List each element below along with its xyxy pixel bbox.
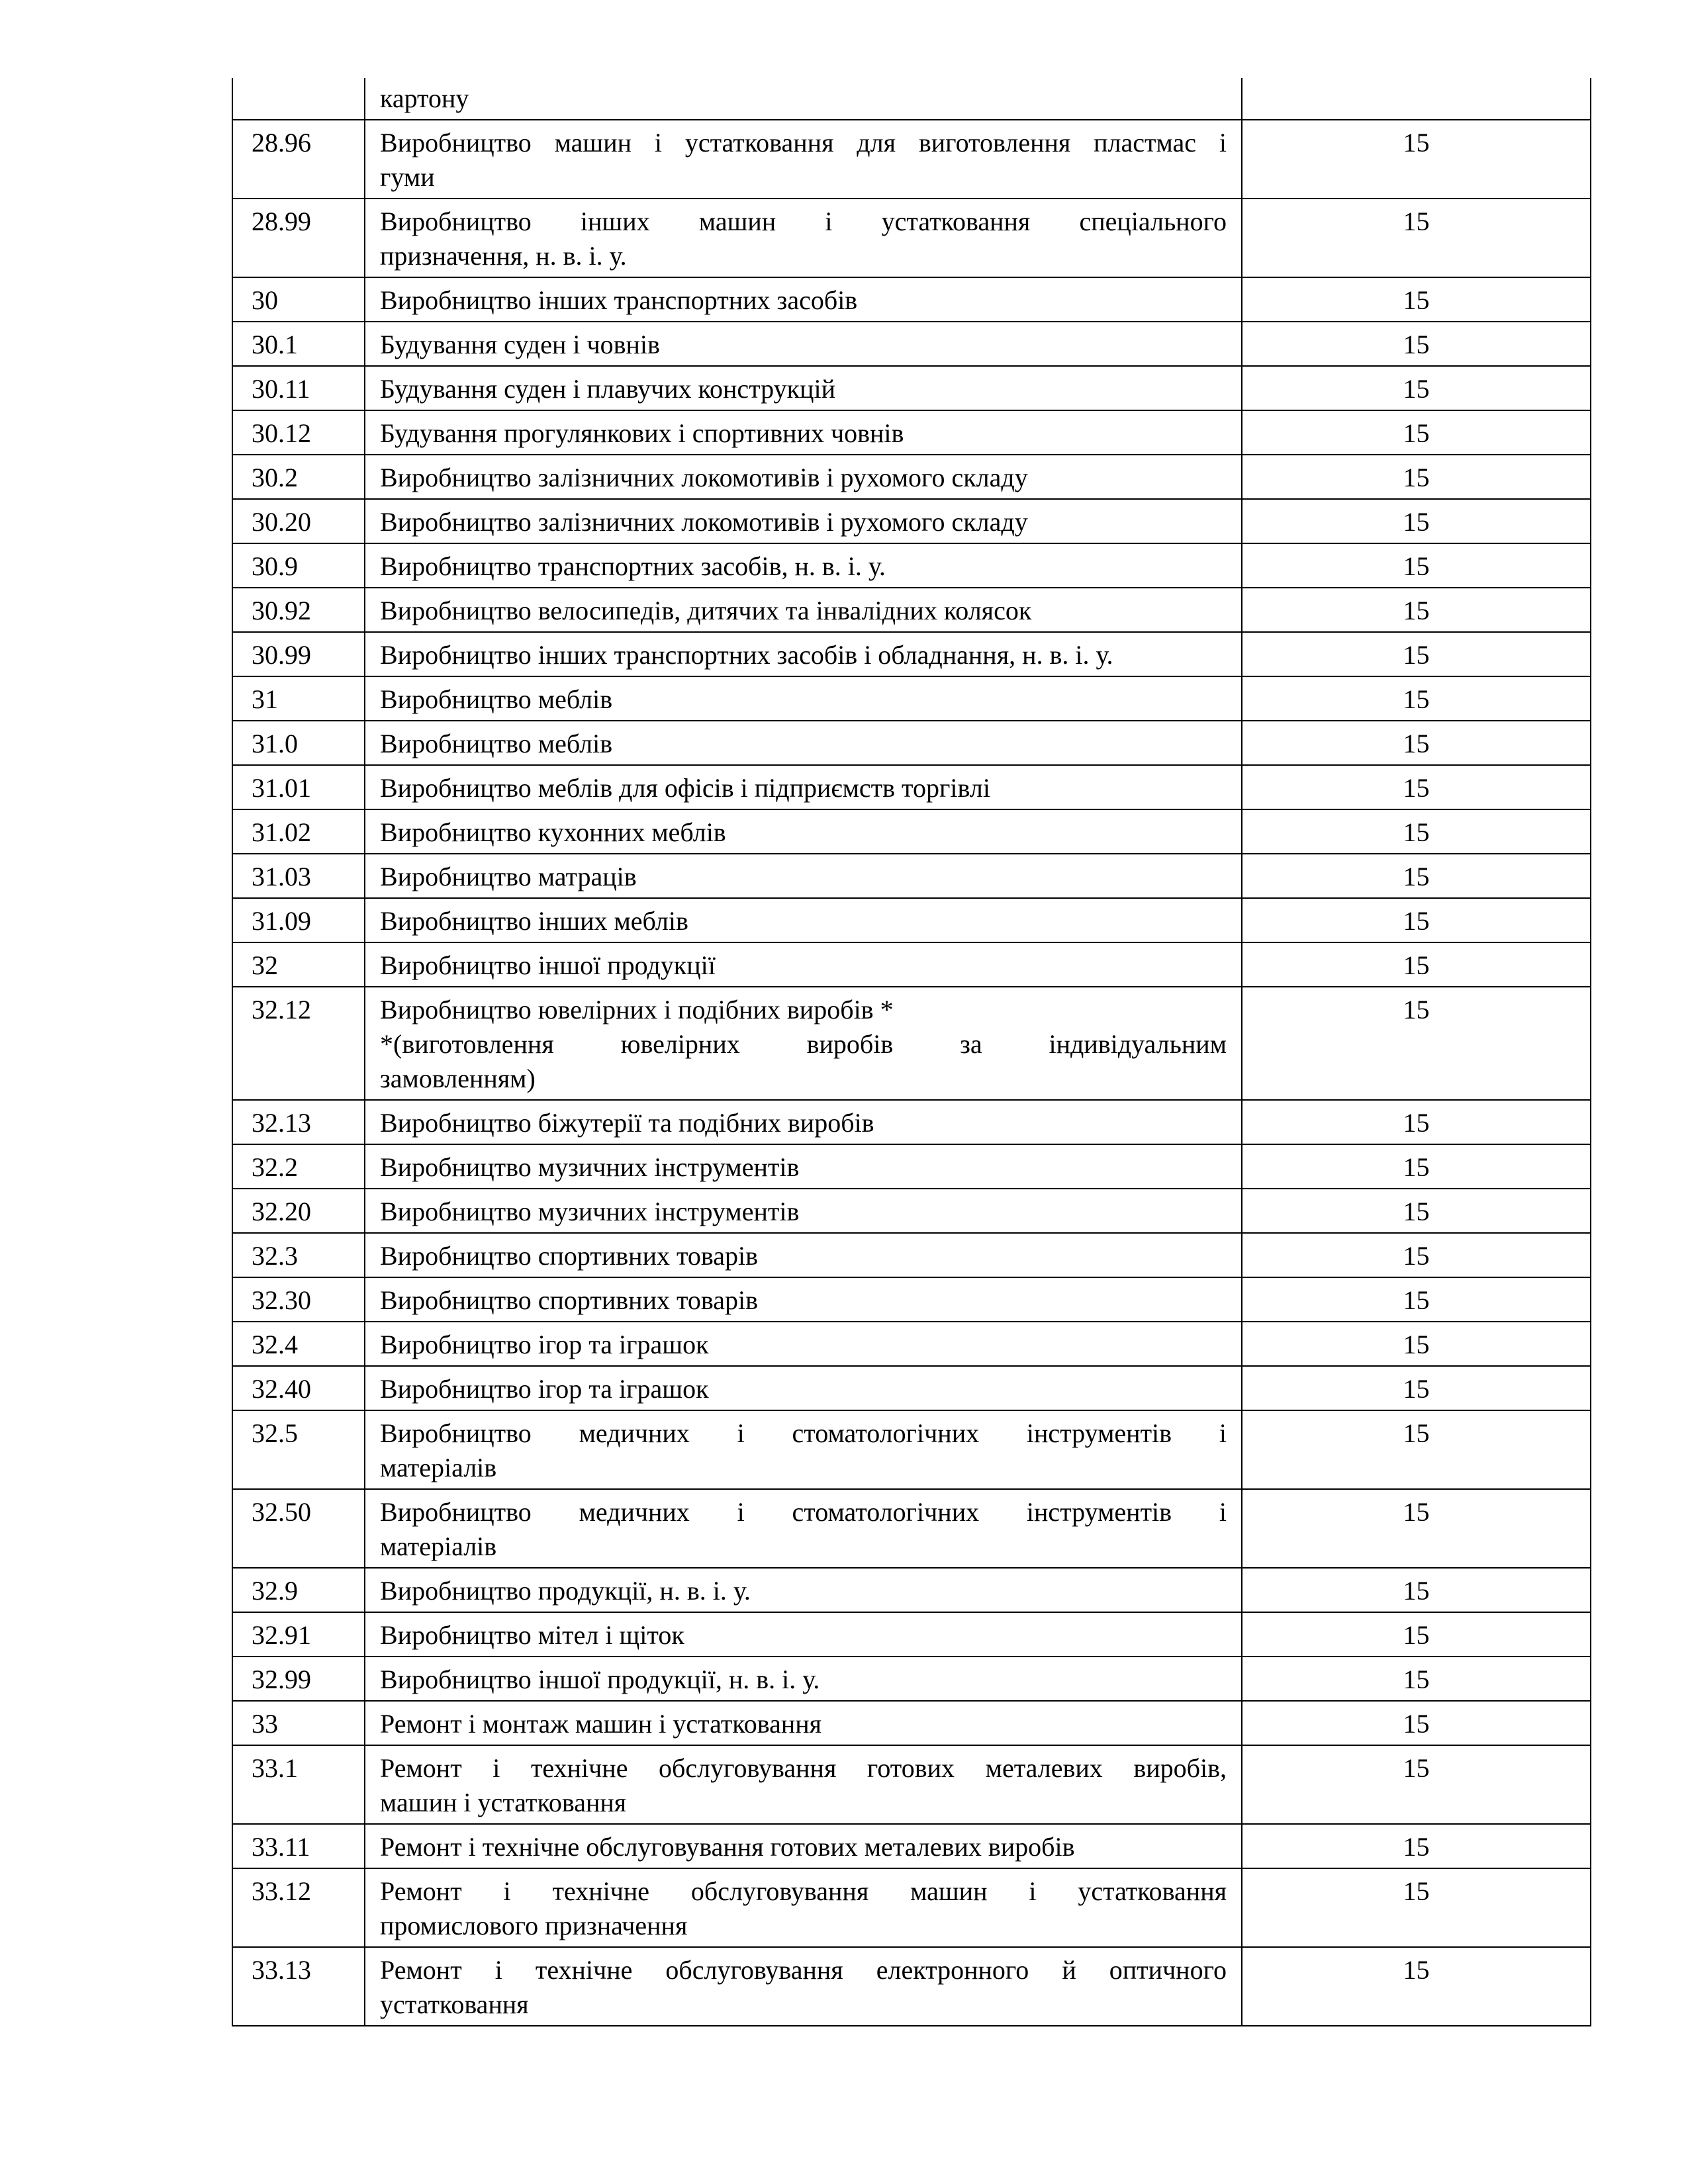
table-row [232, 410, 1591, 455]
table-row [232, 1701, 1591, 1745]
activity-code-cell: 30.20 [232, 499, 365, 543]
table-row [232, 854, 1591, 898]
rate-value-cell: 15 [1242, 1322, 1591, 1366]
rate-value-cell: 15 [1242, 765, 1591, 809]
rate-value-cell: 15 [1242, 1144, 1591, 1189]
activity-name-line: Виробництво велосипедів, дитячих та інвалідних колясок [380, 596, 1032, 625]
activity-name-cell [365, 1947, 1242, 2026]
table-body [232, 78, 1591, 2026]
activity-code-cell: 33.11 [232, 1824, 365, 1868]
activity-name-line: картону [380, 83, 469, 113]
rate-value-cell: 15 [1242, 632, 1591, 676]
activity-name-line: Виробництво залізничних локомотивів і рухомого складу [380, 463, 1028, 492]
activity-code-cell: 32.50 [232, 1489, 365, 1568]
activity-name-line: Будування суден і плавучих конструкцій [380, 374, 835, 404]
activity-name-line: Виробництво кухонних меблів [380, 817, 726, 847]
table-row [232, 809, 1591, 854]
rate-value-cell: 15 [1242, 366, 1591, 410]
activity-name-line: Виробництво медичних і стоматологічних інструментів і [380, 1497, 1227, 1527]
activity-name-line: Виробництво музичних інструментів [380, 1152, 800, 1182]
activity-code-cell: 31.01 [232, 765, 365, 809]
table-row [232, 1144, 1591, 1189]
activity-name-cell [365, 676, 1242, 721]
activity-name-cell [365, 1824, 1242, 1868]
table-row [232, 898, 1591, 942]
activity-code-cell: 30.11 [232, 366, 365, 410]
activity-code-cell: 31.03 [232, 854, 365, 898]
activity-name-line: Виробництво мітел і щіток [380, 1620, 684, 1650]
activity-name-line: Виробництво машин і устатковання для виготовлення пластмас і [380, 128, 1227, 158]
rate-value-cell: 15 [1242, 854, 1591, 898]
table-row [232, 942, 1591, 987]
activity-name-line: Виробництво іншої продукції, н. в. і. у. [380, 1664, 820, 1694]
table-row [232, 1366, 1591, 1410]
activity-name-line: Ремонт і технічне обслуговування машин і устатковання [380, 1876, 1227, 1906]
activity-codes-table [232, 78, 1591, 2026]
rate-value-cell: 15 [1242, 898, 1591, 942]
rate-value-cell: 15 [1242, 1868, 1591, 1947]
rate-value-cell: 15 [1242, 809, 1591, 854]
activity-name-cell [365, 588, 1242, 632]
table-row [232, 765, 1591, 809]
rate-value-cell: 15 [1242, 1100, 1591, 1144]
activity-name-cell [365, 277, 1242, 322]
activity-name-cell [365, 543, 1242, 588]
table-row [232, 987, 1591, 1100]
activity-name-cell [365, 1189, 1242, 1233]
activity-name-line: Виробництво інших транспортних засобів [380, 285, 858, 315]
activity-name-cell [365, 987, 1242, 1100]
table-row [232, 676, 1591, 721]
activity-name-cell [365, 199, 1242, 277]
activity-code-cell: 28.96 [232, 120, 365, 199]
rate-value-cell: 15 [1242, 1568, 1591, 1612]
activity-name-line: Виробництво біжутерії та подібних виробів [380, 1108, 874, 1138]
table-row [232, 721, 1591, 765]
activity-name-cell [365, 1144, 1242, 1189]
activity-code-cell: 32.30 [232, 1277, 365, 1322]
table-row [232, 543, 1591, 588]
activity-name-line: Ремонт і монтаж машин і устатковання [380, 1709, 822, 1739]
activity-name-line: Виробництво продукції, н. в. і. у. [380, 1576, 751, 1606]
table-row [232, 322, 1591, 366]
activity-name-line: Виробництво матраців [380, 862, 637, 891]
activity-name-line: матеріалів [380, 1453, 497, 1482]
rate-value-cell: 15 [1242, 1701, 1591, 1745]
rate-value-cell: 15 [1242, 1657, 1591, 1701]
activity-name-line: Виробництво інших транспортних засобів і обладнання, н. в. і. у. [380, 640, 1113, 670]
activity-code-cell: 30 [232, 277, 365, 322]
table-row [232, 455, 1591, 499]
activity-code-cell: 32.40 [232, 1366, 365, 1410]
table-row [232, 366, 1591, 410]
activity-name-line: матеріалів [380, 1531, 497, 1561]
activity-name-line: Ремонт і технічне обслуговування готових металевих виробів, [380, 1753, 1227, 1783]
activity-name-cell [365, 1612, 1242, 1657]
activity-code-cell: 28.99 [232, 199, 365, 277]
activity-name-line: машин і устатковання [380, 1788, 627, 1817]
activity-name-line: Будування суден і човнів [380, 330, 660, 359]
table-row [232, 277, 1591, 322]
activity-name-line: Виробництво ювелірних і подібних виробів * [380, 995, 894, 1024]
activity-name-line: Виробництво спортивних товарів [380, 1285, 759, 1315]
activity-code-cell: 30.2 [232, 455, 365, 499]
rate-value-cell: 15 [1242, 1410, 1591, 1489]
table-row [232, 120, 1591, 199]
rate-value-cell: 15 [1242, 277, 1591, 322]
activity-name-line: призначення, н. в. і. у. [380, 241, 627, 271]
activity-name-line: гуми [380, 162, 435, 192]
activity-code-cell: 32.99 [232, 1657, 365, 1701]
activity-name-cell [365, 1868, 1242, 1947]
activity-name-line: Виробництво меблів [380, 684, 613, 714]
activity-name-cell [365, 632, 1242, 676]
activity-name-cell [365, 78, 1242, 120]
activity-code-cell: 32.12 [232, 987, 365, 1100]
activity-name-cell [365, 1745, 1242, 1824]
table-row [232, 1277, 1591, 1322]
activity-name-line: устатковання [380, 1989, 529, 2019]
table-row [232, 1322, 1591, 1366]
activity-code-cell: 32.13 [232, 1100, 365, 1144]
rate-value-cell [1242, 78, 1591, 120]
activity-name-line: Виробництво інших меблів [380, 906, 688, 936]
activity-code-cell: 32.5 [232, 1410, 365, 1489]
table-row [232, 1410, 1591, 1489]
activity-code-cell: 32.3 [232, 1233, 365, 1277]
table-row [232, 499, 1591, 543]
activity-code-cell: 30.99 [232, 632, 365, 676]
rate-value-cell: 15 [1242, 499, 1591, 543]
table-row [232, 1489, 1591, 1568]
table-row [232, 1189, 1591, 1233]
rate-value-cell: 15 [1242, 942, 1591, 987]
activity-name-line: Виробництво транспортних засобів, н. в. і. у. [380, 551, 886, 581]
rate-value-cell: 15 [1242, 1277, 1591, 1322]
activity-name-cell [365, 854, 1242, 898]
activity-code-cell: 32.9 [232, 1568, 365, 1612]
activity-name-line: Виробництво меблів для офісів і підприємств торгівлі [380, 773, 990, 803]
activity-code-cell: 31.0 [232, 721, 365, 765]
activity-name-line: Виробництво меблів [380, 729, 613, 758]
activity-name-cell [365, 898, 1242, 942]
rate-value-cell: 15 [1242, 676, 1591, 721]
activity-code-cell: 30.12 [232, 410, 365, 455]
rate-value-cell: 15 [1242, 1489, 1591, 1568]
activity-name-line: Ремонт і технічне обслуговування готових металевих виробів [380, 1832, 1075, 1862]
table-row [232, 1657, 1591, 1701]
table-row [232, 588, 1591, 632]
activity-code-cell: 32 [232, 942, 365, 987]
table-row [232, 1100, 1591, 1144]
rate-value-cell: 15 [1242, 1189, 1591, 1233]
activity-name-line: промислового призначення [380, 1911, 688, 1940]
activity-name-line: Виробництво ігор та іграшок [380, 1374, 709, 1404]
table-row [232, 1947, 1591, 2026]
activity-name-cell [365, 721, 1242, 765]
table-row [232, 1568, 1591, 1612]
activity-name-line: Виробництво інших машин і устатковання спеціального [380, 206, 1227, 236]
activity-name-cell [365, 1657, 1242, 1701]
activity-name-cell [365, 1277, 1242, 1322]
activity-name-cell [365, 366, 1242, 410]
activity-name-cell [365, 942, 1242, 987]
activity-name-cell [365, 1100, 1242, 1144]
activity-name-cell [365, 1410, 1242, 1489]
rate-value-cell: 15 [1242, 1366, 1591, 1410]
table-row [232, 199, 1591, 277]
activity-name-cell [365, 765, 1242, 809]
rate-value-cell: 15 [1242, 455, 1591, 499]
activity-name-cell [365, 322, 1242, 366]
activity-code-cell: 31.09 [232, 898, 365, 942]
activity-name-cell [365, 1322, 1242, 1366]
activity-name-line: Виробництво спортивних товарів [380, 1241, 759, 1271]
activity-name-line: Ремонт і технічне обслуговування електронного й оптичного [380, 1955, 1227, 1985]
rate-value-cell: 15 [1242, 1233, 1591, 1277]
rate-value-cell: 15 [1242, 1947, 1591, 2026]
rate-value-cell: 15 [1242, 322, 1591, 366]
rate-value-cell: 15 [1242, 588, 1591, 632]
activity-code-cell: 30.9 [232, 543, 365, 588]
rate-value-cell: 15 [1242, 1745, 1591, 1824]
rate-value-cell: 15 [1242, 543, 1591, 588]
rate-value-cell: 15 [1242, 721, 1591, 765]
rate-value-cell: 15 [1242, 1612, 1591, 1657]
activity-name-cell [365, 1489, 1242, 1568]
table-row [232, 1233, 1591, 1277]
activity-code-cell: 32.91 [232, 1612, 365, 1657]
activity-name-cell [365, 120, 1242, 199]
rate-value-cell: 15 [1242, 410, 1591, 455]
rate-value-cell: 15 [1242, 987, 1591, 1100]
activity-name-cell [365, 1233, 1242, 1277]
activity-code-cell: 32.4 [232, 1322, 365, 1366]
activity-code-cell: 30.92 [232, 588, 365, 632]
activity-name-line: Будування прогулянкових і спортивних човнів [380, 418, 904, 448]
activity-name-cell [365, 1701, 1242, 1745]
activity-code-cell: 33.1 [232, 1745, 365, 1824]
rate-value-cell: 15 [1242, 199, 1591, 277]
activity-name-line: Виробництво медичних і стоматологічних інструментів і [380, 1418, 1227, 1448]
activity-name-cell [365, 499, 1242, 543]
activity-name-cell [365, 410, 1242, 455]
activity-name-line: замовленням) [380, 1064, 536, 1093]
activity-code-cell: 31.02 [232, 809, 365, 854]
table-row [232, 1745, 1591, 1824]
table-row [232, 1868, 1591, 1947]
activity-code-cell: 33.13 [232, 1947, 365, 2026]
activity-name-cell [365, 1366, 1242, 1410]
rate-value-cell: 15 [1242, 120, 1591, 199]
activity-name-line: Виробництво музичних інструментів [380, 1197, 800, 1226]
activity-code-cell: 32.2 [232, 1144, 365, 1189]
table-row [232, 1824, 1591, 1868]
activity-name-line: Виробництво ігор та іграшок [380, 1330, 709, 1359]
table-row [232, 78, 1591, 120]
table-row [232, 632, 1591, 676]
activity-code-cell [232, 78, 365, 120]
activity-code-cell: 30.1 [232, 322, 365, 366]
activity-name-line: Виробництво залізничних локомотивів і рухомого складу [380, 507, 1028, 537]
table-row [232, 1612, 1591, 1657]
activity-code-cell: 31 [232, 676, 365, 721]
activity-code-cell: 32.20 [232, 1189, 365, 1233]
activity-code-cell: 33.12 [232, 1868, 365, 1947]
activity-code-cell: 33 [232, 1701, 365, 1745]
activity-name-line: Виробництво іншої продукції [380, 950, 716, 980]
activity-name-cell [365, 809, 1242, 854]
activity-name-line: *(виготовлення ювелірних виробів за індивідуальним [380, 1029, 1227, 1059]
rate-value-cell: 15 [1242, 1824, 1591, 1868]
activity-name-cell [365, 1568, 1242, 1612]
activity-name-cell [365, 455, 1242, 499]
